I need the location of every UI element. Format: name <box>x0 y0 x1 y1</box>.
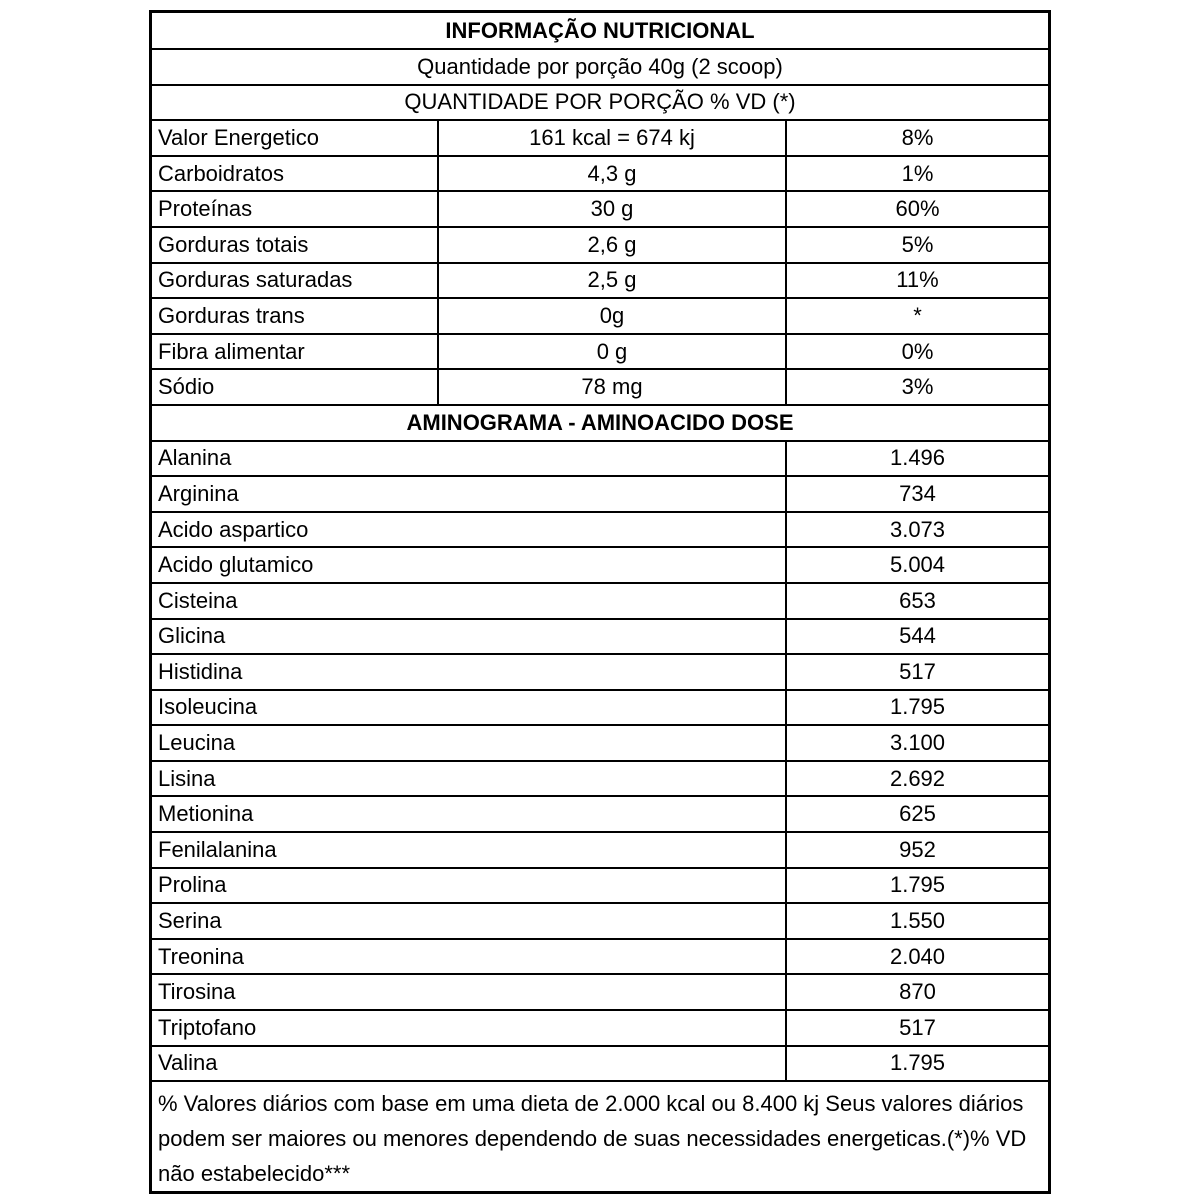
amino-name: Leucina <box>152 726 787 760</box>
amino-rows <box>152 442 1048 1083</box>
amino-dose: 2.692 <box>889 765 946 791</box>
amino-row <box>152 513 1048 549</box>
nutrient-row <box>152 157 1048 193</box>
amino-name: Glicina <box>152 620 787 654</box>
nutrient-amount: 2,6 g <box>439 228 787 262</box>
amino-row <box>152 904 1048 940</box>
amino-dose: 952 <box>899 836 936 862</box>
amino-name: Arginina <box>152 477 787 511</box>
nutrient-row <box>152 370 1048 406</box>
amino-row <box>152 940 1048 976</box>
amino-name: Acido aspartico <box>152 513 787 547</box>
nutrient-amount: 4,3 g <box>439 157 787 191</box>
amino-row <box>152 726 1048 762</box>
amino-dose: 517 <box>899 1014 936 1040</box>
nutrient-row <box>152 121 1048 157</box>
amino-dose: 1.496 <box>889 445 946 471</box>
amino-dose: 734 <box>899 480 936 506</box>
amino-row <box>152 655 1048 691</box>
amino-row <box>152 620 1048 656</box>
nutrient-name: Gorduras saturadas <box>152 264 439 298</box>
nutrient-row <box>152 264 1048 300</box>
amino-name: Lisina <box>152 762 787 796</box>
amino-row <box>152 1011 1048 1047</box>
nutrient-amount: 0g <box>439 299 787 333</box>
amino-row <box>152 548 1048 584</box>
nutrient-amount: 0 g <box>439 335 787 369</box>
nutrient-amount: 30 g <box>439 192 787 226</box>
amino-name: Triptofano <box>152 1011 787 1045</box>
amino-dose: 625 <box>899 801 936 827</box>
amino-dose: 517 <box>899 658 936 684</box>
nutrient-name: Gorduras totais <box>152 228 439 262</box>
amino-name: Cisteina <box>152 584 787 618</box>
amino-row <box>152 691 1048 727</box>
nutrition-facts-table <box>149 10 1051 1194</box>
nutrient-dv: * <box>913 302 922 328</box>
nutrient-name: Sódio <box>152 370 439 404</box>
nutrient-row <box>152 335 1048 371</box>
nutrient-dv: 5% <box>901 231 934 257</box>
serving-size: Quantidade por porção 40g (2 scoop) <box>152 50 1048 86</box>
amino-dose: 1.550 <box>889 908 946 934</box>
nutrient-dv: 60% <box>895 196 940 222</box>
amino-row <box>152 442 1048 478</box>
amino-dose: 544 <box>899 623 936 649</box>
amino-name: Valina <box>152 1047 787 1081</box>
amino-row <box>152 797 1048 833</box>
nutrient-dv: 1% <box>901 160 934 186</box>
amino-name: Tirosina <box>152 975 787 1009</box>
nutrient-name: Proteínas <box>152 192 439 226</box>
amino-dose: 3.073 <box>889 516 946 542</box>
nutrient-row <box>152 299 1048 335</box>
amino-row <box>152 477 1048 513</box>
nutrient-amount: 2,5 g <box>439 264 787 298</box>
nutrient-name: Gorduras trans <box>152 299 439 333</box>
amino-row <box>152 869 1048 905</box>
amino-dose: 5.004 <box>889 552 946 578</box>
amino-dose: 1.795 <box>889 1050 946 1076</box>
amino-dose: 1.795 <box>889 694 946 720</box>
amino-name: Isoleucina <box>152 691 787 725</box>
amino-name: Histidina <box>152 655 787 689</box>
amino-row <box>152 762 1048 798</box>
nutrient-name: Valor Energetico <box>152 121 439 155</box>
amino-dose: 653 <box>899 587 936 613</box>
nutrient-name: Fibra alimentar <box>152 335 439 369</box>
amino-name: Acido glutamico <box>152 548 787 582</box>
nutrient-row <box>152 192 1048 228</box>
nutrient-row <box>152 228 1048 264</box>
footer-note: % Valores diários com base em uma dieta de 2.000 kcal ou 8.400 kj Seus valores diários podem ser maiores ou menores dependendo de suas necessidades energeticas.(*)% VD não estabelecido*** <box>158 1091 1027 1187</box>
serving-header: QUANTIDADE POR PORÇÃO % VD (*) <box>152 86 1048 122</box>
amino-name: Prolina <box>152 869 787 903</box>
nutrient-dv: 3% <box>901 374 934 400</box>
amino-name: Metionina <box>152 797 787 831</box>
amino-row <box>152 833 1048 869</box>
nutrient-name: Carboidratos <box>152 157 439 191</box>
amino-dose: 1.795 <box>889 872 946 898</box>
amino-name: Serina <box>152 904 787 938</box>
nutrient-dv: 11% <box>896 267 939 293</box>
amino-name: Fenilalanina <box>152 833 787 867</box>
nutrient-rows <box>152 121 1048 406</box>
nutrient-amount: 78 mg <box>439 370 787 404</box>
amino-name: Alanina <box>152 442 787 476</box>
amino-row <box>152 584 1048 620</box>
nutrient-amount: 161 kcal = 674 kj <box>439 121 787 155</box>
amino-dose: 870 <box>899 979 936 1005</box>
nutrient-dv: 8% <box>901 124 934 150</box>
nutrient-dv: 0% <box>901 338 934 364</box>
amino-dose: 2.040 <box>889 943 946 969</box>
aminogram-header: AMINOGRAMA - AMINOACIDO DOSE <box>152 406 1048 442</box>
amino-row <box>152 975 1048 1011</box>
amino-dose: 3.100 <box>889 730 946 756</box>
amino-row <box>152 1047 1048 1083</box>
amino-name: Treonina <box>152 940 787 974</box>
table-title: INFORMAÇÃO NUTRICIONAL <box>152 13 1048 50</box>
